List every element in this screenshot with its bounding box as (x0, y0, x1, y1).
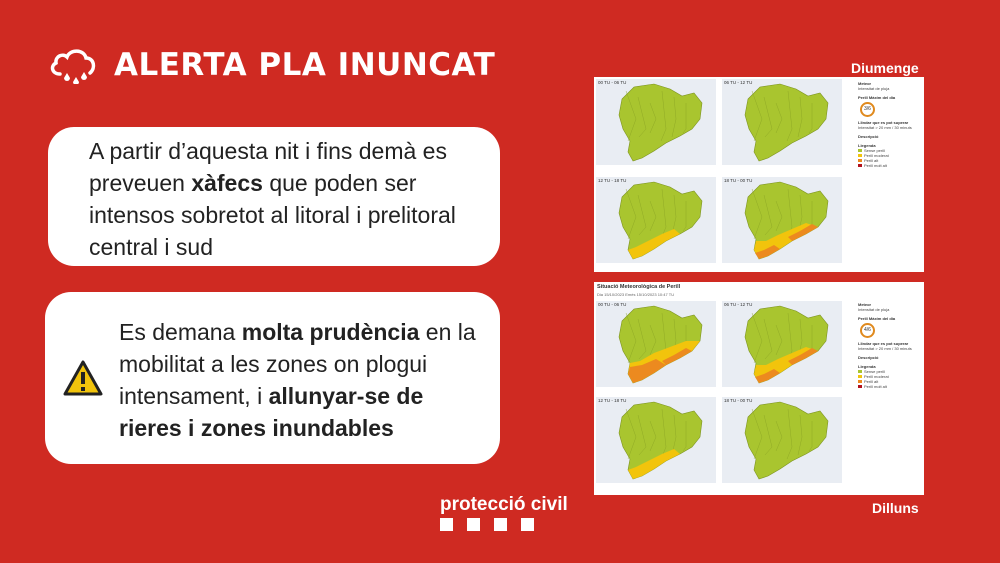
day-label-sunday: Diumenge (851, 60, 919, 76)
danger-gauge: 3/6 (860, 102, 875, 117)
panel-sidebar: Meteor Intensitat de pluja Perill Màxim del dia 4/6 Llindar que es pot superar Intensitat > 20 mm / 30 minuts Descripció Llegenda Sense perill Perill moderat Perill alt Perill molt alt (858, 302, 912, 389)
forecast-map (722, 177, 842, 263)
warning-triangle-icon (62, 359, 104, 397)
proteccio-civil-logo: protecció civil (440, 494, 568, 515)
forecast-map (722, 397, 842, 483)
catalonia-map (596, 397, 716, 483)
forecast-card (48, 127, 500, 266)
catalonia-map (722, 177, 842, 263)
map-time-label: 00 TU - 06 TU (598, 80, 627, 85)
catalonia-map (596, 177, 716, 263)
advice-card (45, 292, 500, 464)
forecast-map (596, 301, 716, 387)
forecast-map (596, 177, 716, 263)
map-time-label: 00 TU - 06 TU (598, 302, 627, 307)
page-title: ALERTA PLA INUNCAT (114, 47, 496, 83)
forecast-map (596, 79, 716, 165)
forecast-map (596, 397, 716, 483)
logo-square (467, 518, 480, 531)
forecast-panel-monday (594, 282, 924, 495)
forecast-text: A partir d’aquesta nit i fins demà es preveuen xàfecs que poden ser intensos sobretot al litoral i prelitoral central i sud (89, 138, 456, 260)
map-time-label: 12 TU - 18 TU (598, 178, 627, 183)
logo-square (440, 518, 453, 531)
logo-square (521, 518, 534, 531)
catalonia-map (596, 301, 716, 387)
catalonia-map (722, 397, 842, 483)
map-time-label: 06 TU - 12 TU (724, 302, 753, 307)
cloud-rain-icon (48, 46, 100, 84)
map-time-label: 18 TU - 00 TU (724, 398, 753, 403)
logo-square (494, 518, 507, 531)
panel-heading: Situació Meteorològica de Perill (597, 284, 681, 290)
day-label-monday: Dilluns (872, 500, 919, 516)
forecast-map (722, 79, 842, 165)
map-time-label: 06 TU - 12 TU (724, 80, 753, 85)
catalonia-map (596, 79, 716, 165)
advice-text: Es demana molta prudència en la mobilitat a les zones on plogui intensament, i allunyar-se de rieres i zones inundables (119, 319, 476, 441)
forecast-map (722, 301, 842, 387)
forecast-panel-sunday (594, 77, 924, 272)
danger-gauge: 4/6 (860, 323, 875, 338)
catalonia-map (722, 301, 842, 387)
catalonia-map (722, 79, 842, 165)
map-time-label: 12 TU - 18 TU (598, 398, 627, 403)
panel-sidebar: Meteor Intensitat de pluja Perill Màxim del dia 3/6 Llindar que es pot superar Intensitat > 20 mm / 30 minuts Descripció Llegenda Sense perill Perill moderat Perill alt Perill molt alt (858, 81, 912, 168)
header (48, 46, 495, 84)
map-time-label: 18 TU - 00 TU (724, 178, 753, 183)
panel-subheading: Dia 15/10/2023 Emès 15/10/2023 10:47 TU (597, 292, 675, 297)
